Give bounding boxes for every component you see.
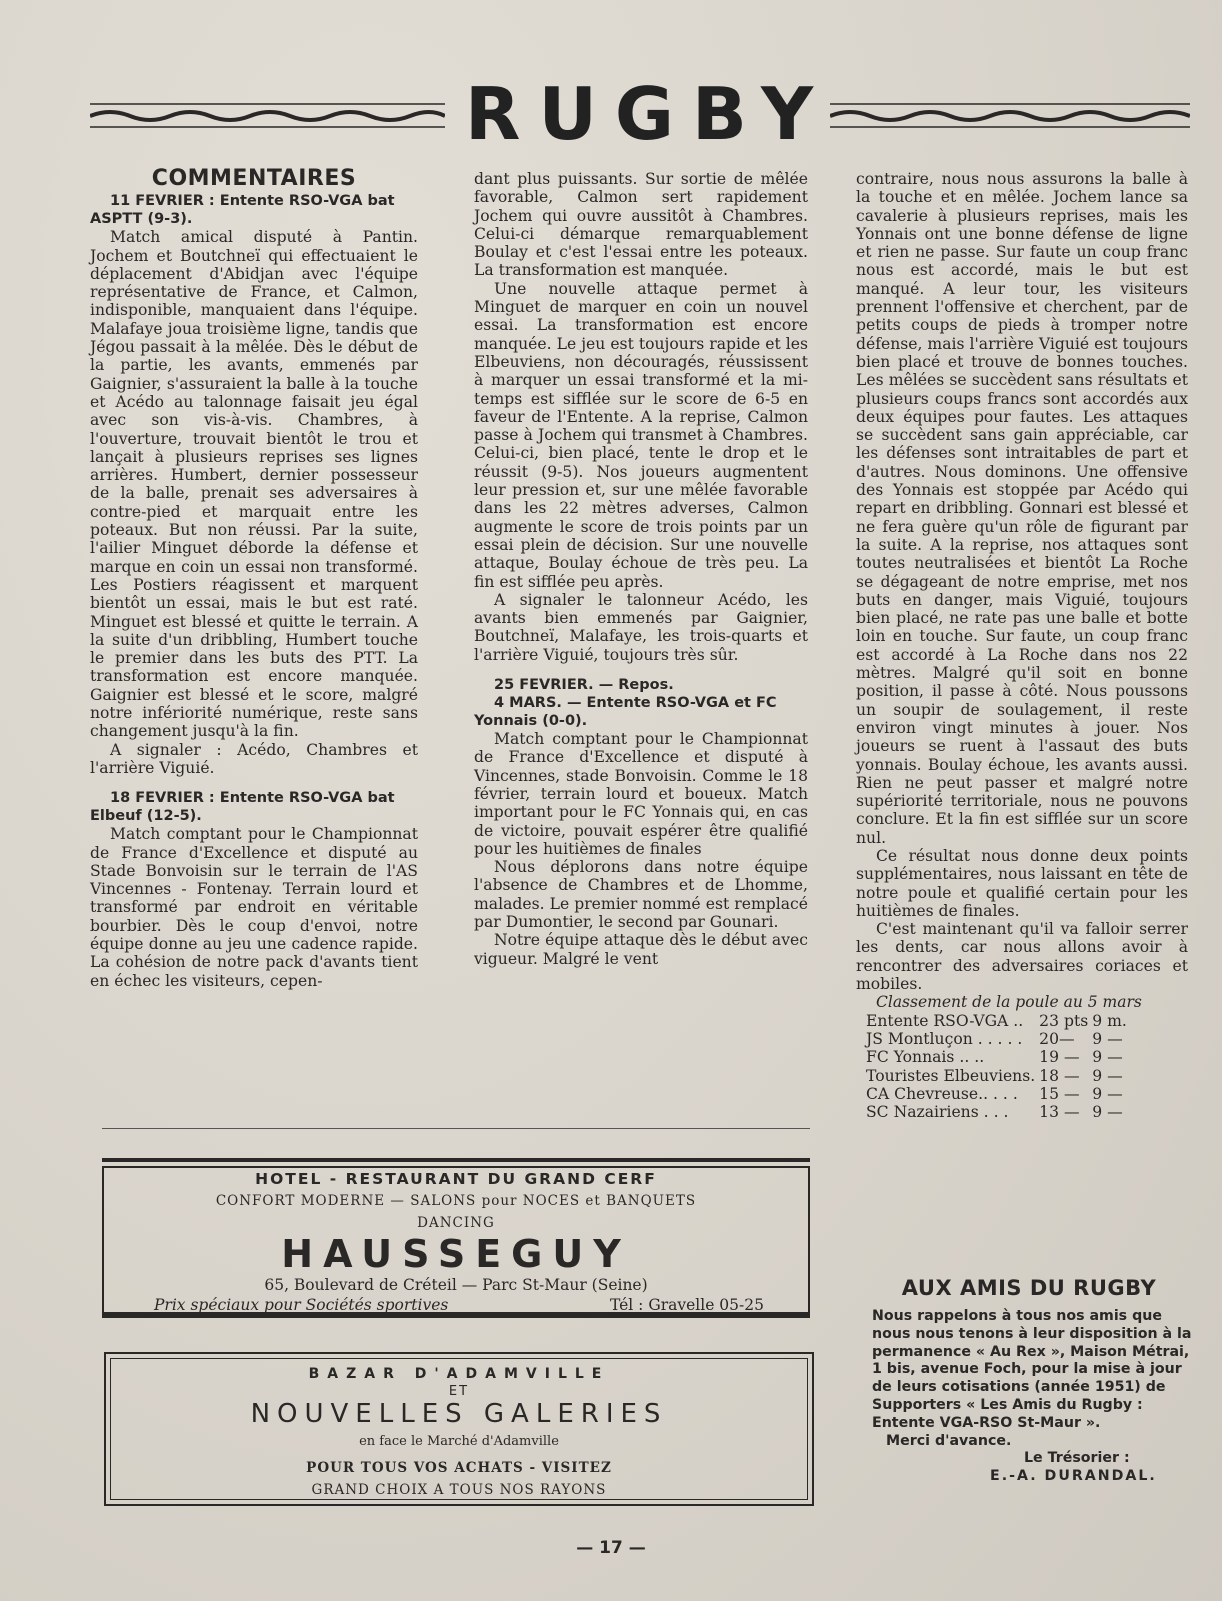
article-column-2 <box>474 170 808 968</box>
team-cell: SC Nazairiens . . . <box>866 1103 1009 1122</box>
section-title: RUGBY <box>465 72 832 156</box>
standings-title: Classement de la poule au 5 mars <box>876 993 1142 1012</box>
article-paragraph: Une nouvelle attaque permet à Minguet de marquer en coin un nouvel essai. La transformation est encore manquée. Le jeu est toujours rapide et les Elbeuviens, non découragés, réussissent à marquer un essai transformé et la mi-temps est sifflée sur le score de 6-5 en faveur de l'Entente. A la reprise, Calmon passe à Jochem qui transmet à Chambres. Celui-ci, bien placé, tente le drop et le réussit (9-5). Nos joueurs augmentent leur pression et, sur une mêlée favorable dans les 22 mètres adverses, Calmon augmente le score de trois points par un essai plein de décision. Sur une nouvelle attaque, Boulay échoue de très peu. La fin est sifflée peu après. <box>474 279 808 591</box>
match-subheading: 25 FEVRIER. — Repos. <box>494 677 674 694</box>
ad-top-bar <box>102 1158 810 1162</box>
team-cell: Entente RSO-VGA .. <box>866 1011 1024 1030</box>
table-row <box>866 1048 1131 1066</box>
masthead <box>90 72 1190 156</box>
wave-ornament-left <box>90 100 445 130</box>
hotel-advertisement <box>102 1158 810 1318</box>
article-paragraph: Match amical disputé à Pantin. Jochem et Boutchneï qui effectuaient le déplacement d'Abidjan avec l'équipe représentative de France, et Calmon, indisponible, manquaient dans l'équipe. Malafaye joua troisième ligne, tandis que Jégou passait à la mêlée. Dès le début de la partie, les avants, emmenés par Gaignier, s'assuraient la balle à la touche et Acédo au talonnage faisait jeu égal avec son vis-à-vis. Chambres, à l'ouverture, trouvait bientôt le trou et lançait à plusieurs reprises ses lignes arrières. Humbert, dernier possesseur de la balle, prenait ses adversaires à contre-pied et marquait entre les poteaux. But non réussi. Par la suite, l'ailier Minguet déborde la défense et marque en coin un essai non transformé. Les Postiers réagissent et marquent bientôt un essai, mais le but est raté. Minguet est blessé et quitte le terrain. A la suite d'un dribbling, Humbert touche le premier dans les buts des PTT. La transformation est encore manquée. Gaignier est blessé et le score, malgré notre infériorité numérique, reste sans changement jusqu'à la fin. <box>90 228 418 741</box>
commentaires-heading: COMMENTAIRES <box>151 166 357 191</box>
table-row <box>866 1085 1131 1103</box>
page-number: — 17 — <box>576 1538 646 1558</box>
ad-line: DANCING <box>417 1215 495 1231</box>
points-cell: 13 — <box>1039 1103 1080 1122</box>
ad-address: 65, Boulevard de Créteil — Parc St-Maur (Seine) <box>264 1276 648 1294</box>
matches-cell: 9 — <box>1092 1066 1123 1085</box>
article-paragraph: Nous déplorons dans notre équipe l'absence de Chambres et de Lhomme, malades. Le premier nommé est remplacé par Dumontier, le second par Gounari. <box>474 858 808 931</box>
ad-phone: Tél : Gravelle 05-25 <box>609 1296 764 1314</box>
points-cell: 19 — <box>1039 1048 1080 1067</box>
wave-ornament-right <box>830 100 1190 130</box>
article-paragraph: A signaler le talonneur Acédo, les avants bien emmenés par Gaignier, Boutchneï, Malafaye, les trois-quarts et l'arrière Viguié, toujours très sûr. <box>474 590 808 664</box>
article-column-1 <box>90 166 418 990</box>
matches-cell: 9 m. <box>1092 1011 1127 1030</box>
ad-line: BAZAR D'ADAMVILLE <box>308 1366 610 1382</box>
article-paragraph: Notre équipe attaque dès le début avec vigueur. Malgré le vent <box>474 931 808 968</box>
team-cell: JS Montluçon . . . . . <box>866 1029 1023 1048</box>
signature-name: E.-A. DURANDAL. <box>990 1468 1157 1485</box>
article-paragraph: Ce résultat nous donne deux points supplémentaires, nous laissant en tête de notre poule et qualifié certain pour les huitièmes de finales. <box>856 846 1188 920</box>
points-cell: 18 — <box>1039 1066 1080 1085</box>
team-cell: FC Yonnais .. .. <box>866 1048 985 1067</box>
article-paragraph: Match comptant pour le Championnat de France d'Excellence et disputé au Stade Bonvoisin sur le terrain de l'AS Vincennes - Fontenay. Terrain lourd et transformé par endroit en véritable bourbier. Dès le coup d'envoi, notre équipe donne au jeu une cadence rapide. La cohésion de notre pack d'avants tient en échec les visiteurs, cepen- <box>90 825 418 990</box>
ad-brand: NOUVELLES GALERIES <box>250 1399 668 1429</box>
matches-cell: 9 — <box>1092 1103 1123 1122</box>
article-paragraph: Match comptant pour le Championnat de France d'Excellence et disputé à Vincennes, stade Bonvoisin. Comme le 18 février, terrain lourd et boueux. Match important pour le FC Yonnais qui, en cas de victoire, pouvait espérer être qualifié pour les huitièmes de finales <box>474 730 808 858</box>
ad-line: ET <box>448 1384 470 1399</box>
points-cell: 23 pts <box>1039 1011 1089 1030</box>
matches-cell: 9 — <box>1092 1084 1123 1103</box>
article-paragraph: A signaler : Acédo, Chambres et l'arrière Viguié. <box>90 740 418 777</box>
article-paragraph: C'est maintenant qu'il va falloir serrer les dents, car nous allons avoir à rencontrer des adversaires coriaces et mobiles. <box>856 920 1188 994</box>
match-subheading: 11 FEVRIER : Entente RSO-VGA bat ASPTT (9-3). <box>90 193 395 228</box>
ad-prices: Prix spéciaux pour Sociétés sportives <box>154 1296 449 1314</box>
article-paragraph: contraire, nous nous assurons la balle à la touche et en mêlée. Jochem lance sa cavalerie à plusieurs reprises, mais les Yonnais ont une bonne défense de ligne et rien ne passe. Sur faute un coup franc nous est accordé, mais le but est manqué. A leur tour, les visiteurs prennent l'offensive et cherchent, par de petits coups de pieds à tromper notre défense, mais l'arrière Viguié est toujours bien placé et trouve de bonnes touches. Les mêlées se succèdent sans résultats et plusieurs coups francs sont accordés aux deux équipes pour fautes. Les attaques se succèdent sans gain appréciable, car les défenses sont intraitables de part et d'autres. Nous dominons. Une offensive des Yonnais est stoppée par Acédo qui repart en dribbling. Gonnari est blessé et ne fera guère qu'un rôle de figurant par la suite. A la reprise, nos attaques sont toutes neutralisées et bientôt La Roche se dégageant de notre emprise, met nos buts en danger, mais Viguié, toujours bien placé, ne rate pas une balle et botte loin en touche. Sur faute, un coup franc est accordé à La Roche dans nos 22 mètres. Malgré qu'il soit en bonne position, il passe à côté. Nous poussons un soupir de soulagement, il reste environ vingt minutes à jouer. Nos joueurs se ruent à l'assaut des buts yonnais. Boulay échoue, les avants aussi. Rien ne peut passer et malgré notre supériorité territoriale, nous ne pouvons conclure. Et la fin est sifflée sur un score nul. <box>856 170 1188 847</box>
team-cell: CA Chevreuse.. . . . <box>866 1084 1018 1103</box>
amis-heading: AUX AMIS DU RUGBY <box>901 1276 1157 1300</box>
hausseguy-logo: HAUSSEGUY <box>281 1232 631 1276</box>
team-cell: Touristes Elbeuviens. <box>866 1066 1036 1085</box>
table-row <box>866 1012 1131 1030</box>
match-subheading: 18 FEVRIER : Entente RSO-VGA bat Elbeuf (12-5). <box>90 790 395 825</box>
table-row <box>866 1030 1131 1048</box>
article-column-3 <box>856 170 1188 1121</box>
match-subheading: 4 MARS. — Entente RSO-VGA et FC Yonnais (0-0). <box>474 695 777 730</box>
article-paragraph: dant plus puissants. Sur sortie de mêlée favorable, Calmon sert rapidement Jochem qui ouvre aussitôt à Chambres. Celui-ci démarque remarquablement Boulay et c'est l'essai entre les poteaux. La transformation est manquée. <box>474 170 808 280</box>
amis-du-rugby-box <box>864 1276 1194 1486</box>
ad-line: HOTEL - RESTAURANT DU GRAND CERF <box>255 1170 657 1188</box>
ad-footer-line <box>154 1296 764 1314</box>
matches-cell: 9 — <box>1092 1048 1123 1067</box>
ad-line: GRAND CHOIX A TOUS NOS RAYONS <box>311 1482 607 1498</box>
ad-line: en face le Marché d'Adamville <box>359 1434 559 1449</box>
ad-line: CONFORT MODERNE — SALONS pour NOCES et BANQUETS <box>215 1193 697 1209</box>
amis-thanks: Merci d'avance. <box>886 1432 1012 1449</box>
matches-cell: 9 — <box>1092 1029 1123 1048</box>
points-cell: 15 — <box>1039 1084 1080 1103</box>
bazar-advertisement <box>104 1352 814 1506</box>
table-row <box>866 1067 1131 1085</box>
ad-line: POUR TOUS VOS ACHATS - VISITEZ <box>306 1460 612 1476</box>
standings-table <box>866 1012 1131 1122</box>
divider <box>102 1128 810 1129</box>
signature-role: Le Trésorier : <box>1024 1450 1130 1467</box>
table-row <box>866 1103 1131 1121</box>
amis-text: Nous rappelons à tous nos amis que nous nous tenons à leur disposition à la permanence « Au Rex », Maison Métrai, 1 bis, avenue Foch, pour la mise à jour de leurs cotisations (année 1951) de Supporters « Les Amis du Rugby : Entente VGA-RSO St-Maur ». <box>872 1308 1192 1431</box>
points-cell: 20— <box>1039 1029 1075 1048</box>
ad-bottom-bar <box>102 1314 810 1318</box>
